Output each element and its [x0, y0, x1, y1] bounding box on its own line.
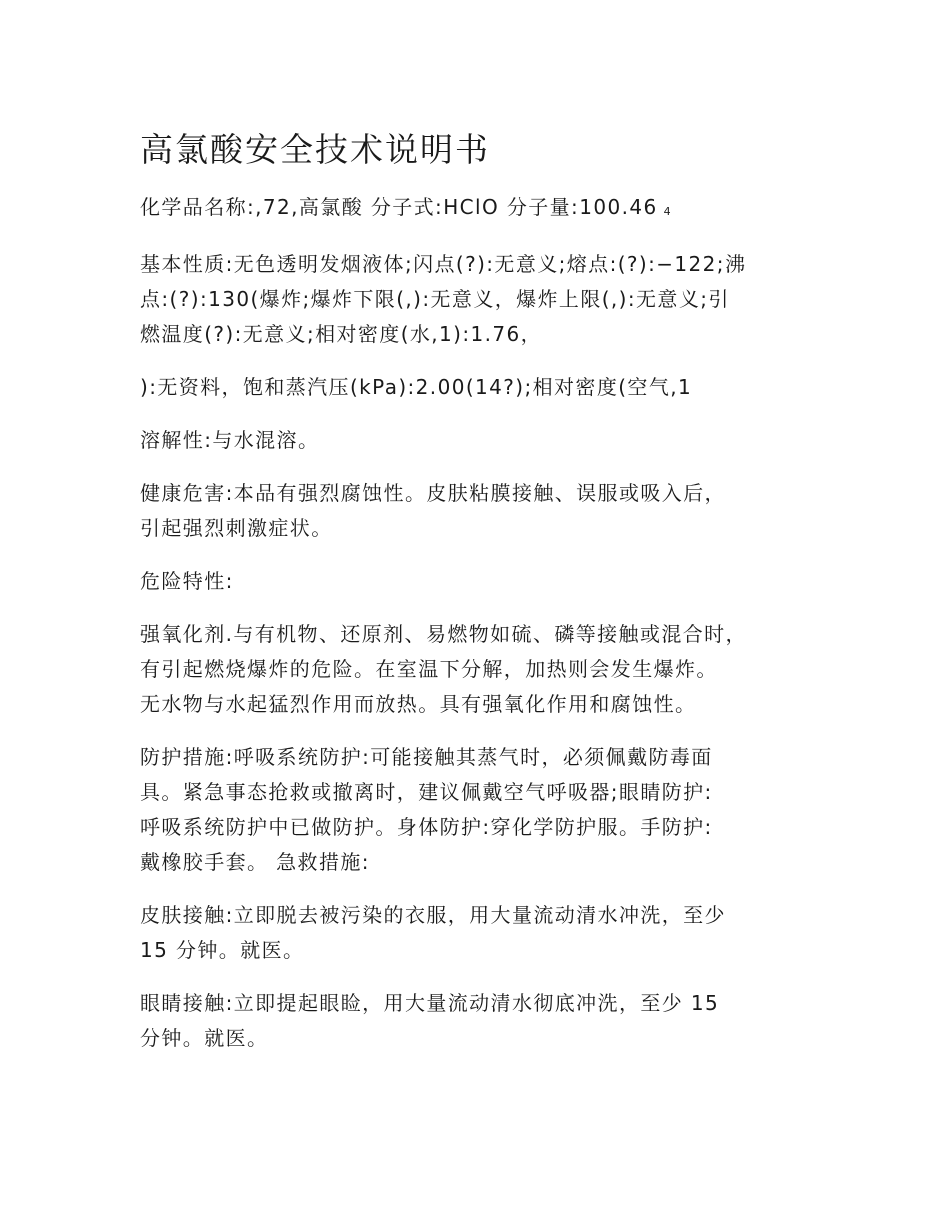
text-line: 燃温度(?):无意义;相对密度(水,1):1.76，: [140, 322, 543, 346]
text-line: 溶解性:与水混溶。: [140, 428, 320, 452]
text-line: 基本性质:无色透明发烟液体;闪点(?):无意义;熔点:(?):−122;沸: [140, 252, 747, 276]
text-line: 引起强烈刺激症状。: [140, 516, 333, 540]
eye-contact-paragraph: [140, 986, 840, 1056]
text-line: 具。紧急事态抢救或撤离时，建议佩戴空气呼吸器;眼睛防护:: [140, 780, 713, 804]
text-line: 戴橡胶手套。 急救措施:: [140, 850, 370, 874]
skin-contact-paragraph: [140, 898, 840, 968]
text-line: 强氧化剂.与有机物、还原剂、易燃物如硫、磷等接触或混合时，: [140, 622, 747, 646]
document-page: [140, 128, 840, 1074]
page-title: 高氯酸安全技术说明书: [140, 130, 490, 169]
text-line: 点:(?):130(爆炸;爆炸下限(,):无意义，爆炸上限(,):无意义;引: [140, 287, 730, 311]
text-line: 皮肤接触:立即脱去被污染的衣服，用大量流动清水冲洗，至少: [140, 903, 726, 927]
text-line: 健康危害:本品有强烈腐蚀性。皮肤粘膜接触、误服或吸入后，: [140, 481, 726, 505]
formula-subscript: 4: [663, 205, 671, 218]
chemical-name-paragraph: [140, 190, 840, 229]
text-line: 有引起燃烧爆炸的危险。在室温下分解，加热则会发生爆炸。: [140, 657, 718, 681]
protection-paragraph: [140, 740, 840, 880]
text-line: 分钟。就医。: [140, 1026, 269, 1050]
text-line: 眼睛接触:立即提起眼睑，用大量流动清水彻底冲洗，至少 15: [140, 991, 720, 1015]
chemical-name-line: 化学品名称:,72,高氯酸 分子式:HClO 分子量:100.46: [140, 195, 658, 219]
text-line: 防护措施:呼吸系统防护:可能接触其蒸气时，必须佩戴防毒面: [140, 745, 713, 769]
solubility-paragraph: [140, 423, 840, 458]
hazard-paragraph: [140, 617, 840, 722]
health-hazard-paragraph: [140, 476, 840, 546]
text-line: 呼吸系统防护中已做防护。身体防护:穿化学防护服。手防护:: [140, 815, 713, 839]
text-line: 无水物与水起猛烈作用而放热。具有强氧化作用和腐蚀性。: [140, 692, 697, 716]
basic-properties-paragraph: [140, 247, 840, 352]
text-line: 危险特性:: [140, 569, 234, 593]
vapor-pressure-paragraph: [140, 370, 840, 405]
text-line: 15 分钟。就医。: [140, 938, 305, 962]
hazard-heading: [140, 564, 840, 599]
text-line: ):无资料，饱和蒸汽压(kPa):2.00(14?);相对密度(空气,1: [140, 375, 693, 399]
